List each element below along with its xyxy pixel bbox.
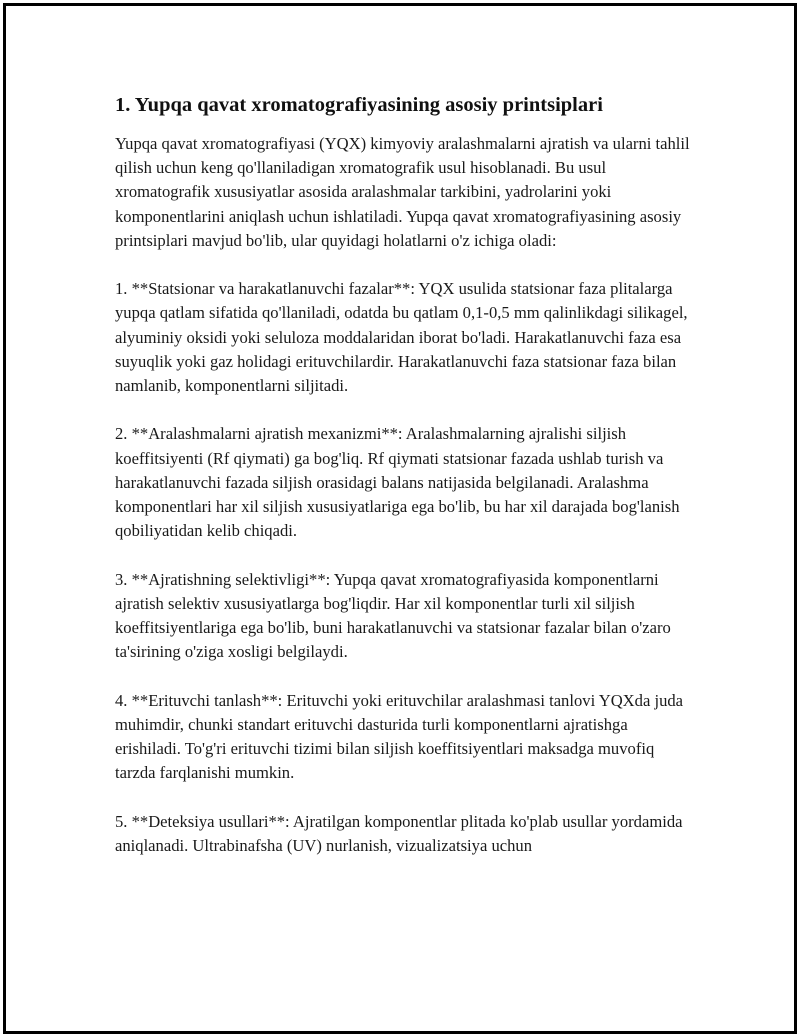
document-title: 1. Yupqa qavat xromatografiyasining asosiy printsiplari — [115, 94, 603, 116]
intro-paragraph: Yupqa qavat xromatografiyasi (YQX) kimyoviy aralashmalarni ajratish va ularni tahlil qilish uchun keng qo'llaniladigan xromatografik usul hisoblanadi. Bu usul xromatografik xususiyatlar asosida aralashmalar tarkibini, yadrolarini yoki komponentlarini aniqlash uchun ishlatiladi. Yupqa qavat xromatografiyasining asosiy printsiplari mavjud bo'lib, ular quyidagi holatlarni o'z ichiga oladi: — [115, 134, 690, 250]
paragraph-detection-methods: 5. **Deteksiya usullari**: Ajratilgan komponentlar plitada ko'plab usullar yordamida aniqlanadi. Ultrabinafsha (UV) nurlanish, vizualizatsiya uchun — [115, 811, 683, 855]
paragraph-solvent-choice: 4. **Erituvchi tanlash**: Erituvchi yoki erituvchilar aralashmasi tanlovi YQXda juda muhimdir, chunki standart erituvchi dasturida turli komponentlarni ajratishga erishiladi. To'g'ri erituvchi tizimi bilan siljish koeffitsiyentlari maksadga muvofiq tarzda farqlanishi mumkin. — [115, 690, 684, 783]
document-body — [115, 92, 690, 882]
paragraph-phases: 1. **Statsionar va harakatlanuvchi fazalar**: YQX usulida statsionar faza plitalarga yupqa qatlam sifatida qo'llaniladi, odatda bu qatlam 0,1-0,5 mm qalinlikdagi silikagel, alyuminiy oksidi yoki seluloza moddalaridan iborat bo'ladi. Harakatlanuvchi faza esa suyuqlik yoki gaz holidagi erituvchilardir. Harakatlanuvchi faza statsionar faza bilan namlanib, komponentlarni siljitadi. — [115, 279, 688, 396]
paragraph-separation-mechanism: 2. **Aralashmalarni ajratish mexanizmi**: Aralashmalarning ajralishi siljish koeffitsiyenti (Rf qiymati) ga bog'liq. Rf qiymati statsionar fazada ushlab turish va harakatlanuvchi fazada siljish orasidagi balans natijasida belgilanadi. Aralashma komponentlari har xil siljish xususiyatlariga ega bo'lib, bu har xil darajada bog'lanish qobiliyatidan kelib chiqadi. — [115, 424, 680, 541]
paragraph-selectivity: 3. **Ajratishning selektivligi**: Yupqa qavat xromatografiyasida komponentlarni ajratish selektiv xususiyatlarga bog'liqdir. Har xil komponentlar turli xil siljish koeffitsiyentlariga ega bo'lib, buni harakatlanuvchi va statsionar fazalar bilan o'zaro ta'sirining o'ziga xosligi belgilaydi. — [115, 569, 671, 662]
